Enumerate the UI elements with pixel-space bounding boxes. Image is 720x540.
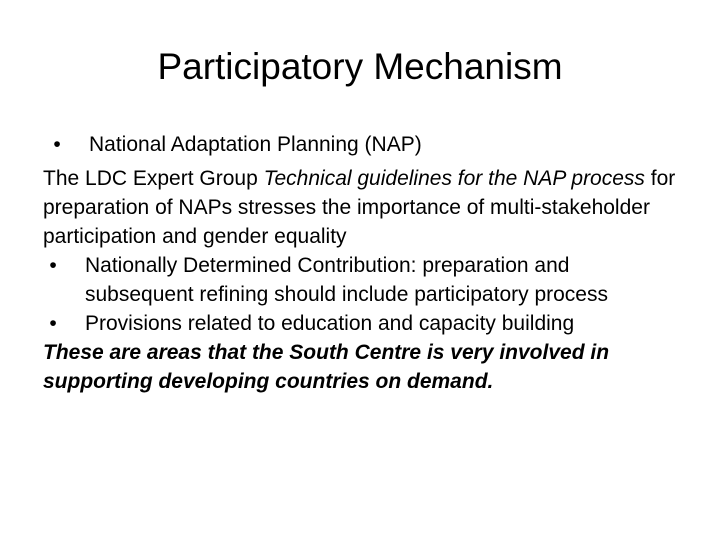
bullet-dot: • — [53, 133, 61, 156]
slide-content — [43, 130, 683, 396]
nap-paragraph — [43, 164, 683, 251]
bullet-ndc — [43, 251, 683, 309]
nap-guidelines-title: Technical guidelines for the NAP process — [263, 167, 645, 190]
bullet-education — [43, 309, 683, 338]
slide-title: Participatory Mechanism — [157, 46, 563, 87]
bullet-education-text: Provisions related to education and capacity building — [85, 312, 575, 335]
bullet-nap — [47, 130, 683, 159]
bullet-dot: • — [49, 312, 57, 335]
nap-paragraph-text-2: for preparation of NAPs stresses the importance of multi-stakeholder participation and gender equality — [43, 167, 676, 248]
nap-paragraph-text-1: The LDC Expert Group — [43, 167, 264, 190]
bullet-dot: • — [49, 254, 57, 277]
bullet-nap-text: National Adaptation Planning (NAP) — [89, 133, 422, 156]
closing-statement: These are areas that the South Centre is very involved in supporting developing countries on demand. — [43, 341, 610, 393]
bullet-ndc-text: Nationally Determined Contribution: preparation and subsequent refining should include participatory process — [85, 254, 608, 306]
